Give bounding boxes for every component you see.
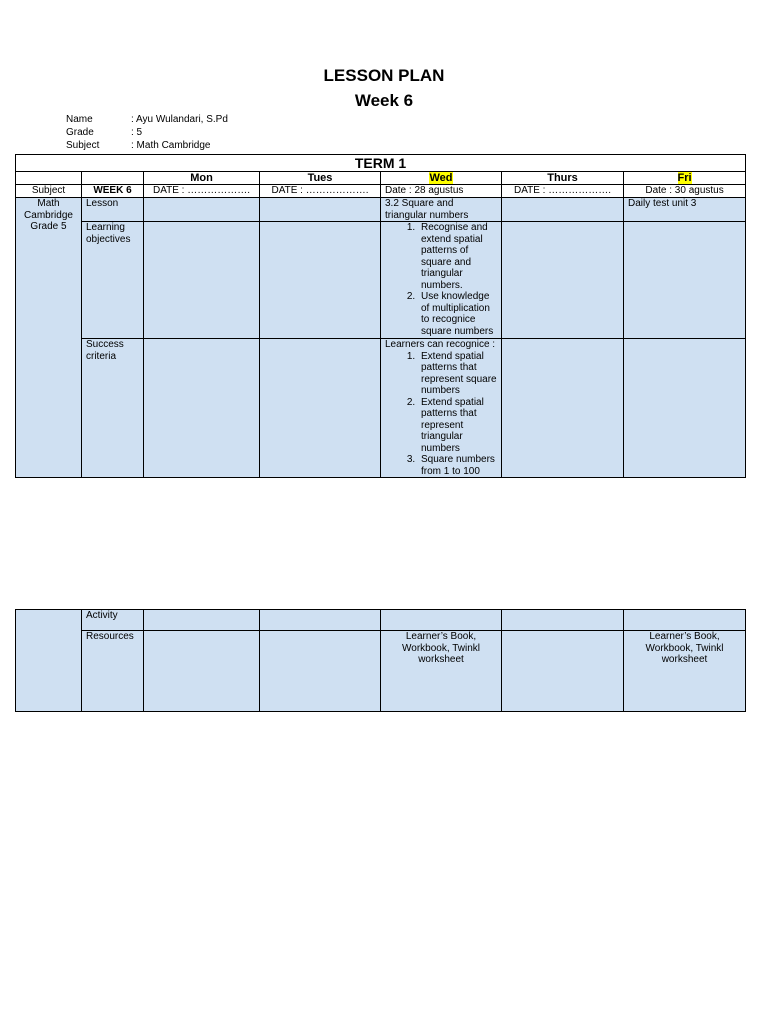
day-tue: Tues [260, 172, 381, 185]
subject-cell: Math Cambridge Grade 5 [16, 198, 82, 478]
date-wed: Date : 28 agustus [381, 185, 502, 198]
day-wed-label: Wed [429, 172, 453, 184]
row-label-resources: Resources [82, 631, 144, 712]
resources-fri: Learner’s Book, Workbook, Twinkl worksheet [624, 631, 746, 712]
activity-thu [502, 610, 624, 631]
lesson-mon [144, 198, 260, 222]
success-mon [144, 339, 260, 478]
objectives-wed [381, 222, 502, 339]
objectives-tue [260, 222, 381, 339]
date-fri: Date : 30 agustus [624, 185, 746, 198]
row-label-lesson: Lesson [82, 198, 144, 222]
info-name-value: : Ayu Wulandari, S.Pd [131, 114, 228, 125]
day-wed [381, 172, 502, 185]
info-grade-value: : 5 [131, 127, 143, 138]
list-item: 2. Extend spatial patterns that represent triangular numbers [418, 397, 497, 455]
info-subject [66, 140, 210, 151]
success-tue [260, 339, 381, 478]
activity-fri [624, 610, 746, 631]
success-thu [502, 339, 624, 478]
list-item: 1. Recognise and extend spatial patterns of square and triangular numbers. [418, 222, 497, 291]
list-item: 1. Extend spatial patterns that represent square numbers [418, 351, 497, 397]
activity-mon [144, 610, 260, 631]
info-name-label: Name [66, 114, 93, 125]
date-thu: DATE : ………………. [502, 185, 624, 198]
page-subtitle: Week 6 [354, 91, 414, 110]
term-heading: TERM 1 [16, 155, 746, 172]
success-fri [624, 339, 746, 478]
empty-cell [16, 172, 82, 185]
activity-wed [381, 610, 502, 631]
row-label-activity: Activity [82, 610, 144, 631]
row-label-objectives: Learning objectives [82, 222, 144, 339]
resources-tue [260, 631, 381, 712]
day-fri-label: Fri [677, 172, 692, 184]
objectives-list [385, 222, 497, 337]
objectives-mon [144, 222, 260, 339]
objectives-thu [502, 222, 624, 339]
info-grade [66, 127, 142, 138]
list-item: 3. Square numbers from 1 to 100 [418, 454, 497, 477]
day-thu: Thurs [502, 172, 624, 185]
info-subject-value: : Math Cambridge [131, 140, 211, 151]
date-mon: DATE : ………………. [144, 185, 260, 198]
list-item: 2. Use knowledge of multiplication to recognice square numbers [418, 291, 497, 337]
row-label-success: Success criteria [82, 339, 144, 478]
lesson-fri: Daily test unit 3 [624, 198, 746, 222]
resources-wed: Learner’s Book, Workbook, Twinkl worksheet [381, 631, 502, 712]
empty-cell [82, 172, 144, 185]
week-header: WEEK 6 [82, 185, 144, 198]
success-wed [381, 339, 502, 478]
activity-tue [260, 610, 381, 631]
objectives-fri [624, 222, 746, 339]
page-title: LESSON PLAN [323, 66, 445, 85]
info-name [66, 114, 228, 125]
day-mon: Mon [144, 172, 260, 185]
subject-cell-continued [16, 610, 82, 712]
lesson-tue [260, 198, 381, 222]
lesson-thu [502, 198, 624, 222]
resources-thu [502, 631, 624, 712]
date-tue: DATE : ………………. [260, 185, 381, 198]
lesson-wed: 3.2 Square and triangular numbers [381, 198, 502, 222]
info-subject-label: Subject [66, 140, 100, 151]
info-grade-label: Grade [66, 127, 94, 138]
success-list [385, 351, 497, 478]
lesson-plan-table [15, 154, 746, 478]
lesson-plan-table-continued [15, 609, 746, 712]
success-intro: Learners can recognice : [385, 339, 496, 350]
subject-header: Subject [16, 185, 82, 198]
day-fri [624, 172, 746, 185]
resources-mon [144, 631, 260, 712]
